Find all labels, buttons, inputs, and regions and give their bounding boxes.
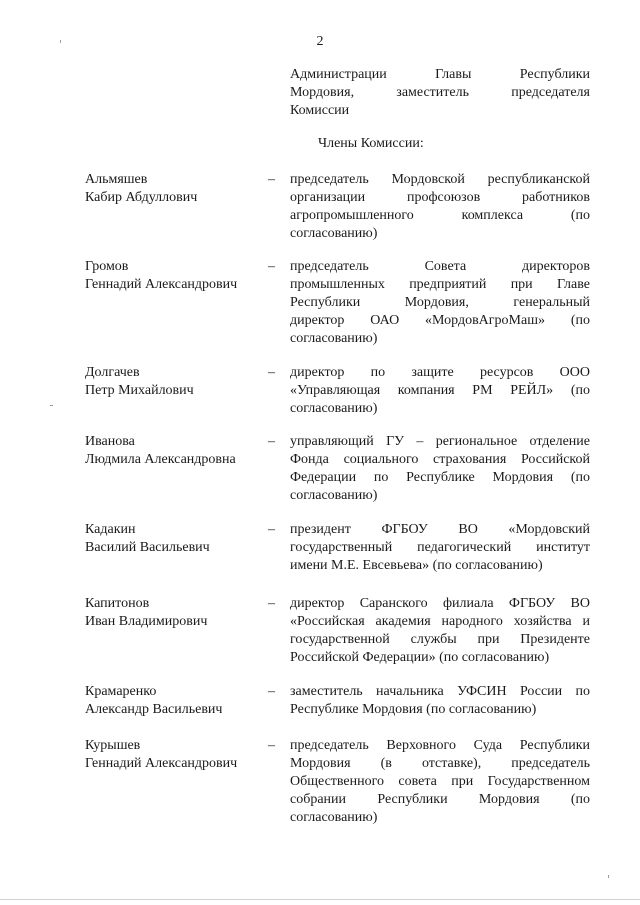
- member-given-names: Кабир Абдуллович: [85, 190, 198, 205]
- member-surname: Курышев: [85, 738, 141, 753]
- member-role: [290, 521, 590, 575]
- role-line: Общественного совета при Государственном: [290, 774, 590, 789]
- role-line: заместитель начальника УФСИН России по: [290, 684, 590, 699]
- role-line: директор ОАО «МордовАгроМаш» (по: [290, 313, 590, 328]
- role-line: согласованию): [290, 331, 378, 346]
- role-line: согласованию): [290, 488, 378, 503]
- role-line: директор по защите ресурсов ООО: [290, 365, 590, 380]
- lead-line: Мордовия, заместитель председателя: [290, 85, 590, 100]
- member-given-names: Геннадий Александрович: [85, 756, 238, 771]
- role-line: Республике Мордовия (по согласованию): [290, 702, 537, 717]
- role-line: президент ФГБОУ ВО «Мордовский: [290, 522, 590, 537]
- section-heading: Члены Комиссии:: [318, 136, 424, 151]
- member-surname: Иванова: [85, 434, 135, 449]
- role-line: директор Саранского филиала ФГБОУ ВО: [290, 596, 590, 611]
- role-line: председатель Совета директоров: [290, 259, 590, 274]
- member-dash: –: [268, 259, 275, 274]
- member-dash: –: [268, 738, 275, 753]
- role-line: государственный педагогический институт: [290, 540, 590, 555]
- member-surname: Долгачев: [85, 365, 140, 380]
- member-given-names: Геннадий Александрович: [85, 277, 238, 292]
- member-role: [290, 737, 590, 827]
- member-name: [85, 595, 265, 631]
- role-line: управляющий ГУ – региональное отделение: [290, 434, 590, 449]
- role-line: «Управляющая компания РМ РЕЙЛ» (по: [290, 383, 590, 398]
- member-given-names: Василий Васильевич: [85, 540, 210, 555]
- member-surname: Кадакин: [85, 522, 136, 537]
- member-surname: Громов: [85, 259, 129, 274]
- lead-line: Администрации Главы Республики: [290, 67, 590, 82]
- member-role: [290, 433, 590, 505]
- role-line: согласованию): [290, 401, 378, 416]
- role-line: «Российская академия народного хозяйства и: [290, 614, 590, 629]
- member-given-names: Иван Владимирович: [85, 614, 208, 629]
- role-line: имени М.Е. Евсевьева» (по согласованию): [290, 558, 543, 573]
- role-line: Республики Мордовия, генеральный: [290, 295, 590, 310]
- scan-artifact: [60, 40, 61, 43]
- member-surname: Крамаренко: [85, 684, 157, 699]
- role-line: председатель Верховного Суда Республики: [290, 738, 590, 753]
- role-line: организации профсоюзов работников: [290, 190, 590, 205]
- member-name: [85, 521, 265, 557]
- role-line: Федерации по Республике Мордовия (по: [290, 470, 590, 485]
- member-role: [290, 683, 590, 719]
- member-role: [290, 364, 590, 418]
- lead-paragraph: [290, 66, 590, 120]
- role-line: председатель Мордовской республиканской: [290, 172, 590, 187]
- role-line: собрании Республики Мордовия (по: [290, 792, 590, 807]
- member-dash: –: [268, 522, 275, 537]
- member-surname: Альмяшев: [85, 172, 148, 187]
- member-role: [290, 258, 590, 348]
- member-dash: –: [268, 172, 275, 187]
- member-dash: –: [268, 365, 275, 380]
- scan-artifact: [608, 875, 609, 878]
- lead-line: Комиссии: [290, 103, 350, 118]
- member-name: [85, 171, 265, 207]
- member-given-names: Людмила Александровна: [85, 452, 236, 467]
- member-name: [85, 737, 265, 773]
- role-line: агропромышленного комплекса (по: [290, 208, 590, 223]
- role-line: Мордовия (в отставке), председатель: [290, 756, 590, 771]
- member-dash: –: [268, 596, 275, 611]
- member-name: [85, 364, 265, 400]
- member-surname: Капитонов: [85, 596, 150, 611]
- role-line: Фонда социального страхования Российской: [290, 452, 590, 467]
- role-line: промышленных предприятий при Главе: [290, 277, 590, 292]
- role-line: согласованию): [290, 226, 378, 241]
- scan-artifact: [50, 405, 53, 406]
- member-dash: –: [268, 434, 275, 449]
- member-name: [85, 258, 265, 294]
- member-role: [290, 595, 590, 667]
- member-given-names: Петр Михайлович: [85, 383, 194, 398]
- page-number: 2: [316, 34, 324, 49]
- member-name: [85, 683, 265, 719]
- scan-artifact: [0, 899, 640, 900]
- member-given-names: Александр Васильевич: [85, 702, 223, 717]
- role-line: согласованию): [290, 810, 378, 825]
- role-line: государственной службы при Президенте: [290, 632, 590, 647]
- member-dash: –: [268, 684, 275, 699]
- role-line: Российской Федерации» (по согласованию): [290, 650, 550, 665]
- member-name: [85, 433, 265, 469]
- member-role: [290, 171, 590, 243]
